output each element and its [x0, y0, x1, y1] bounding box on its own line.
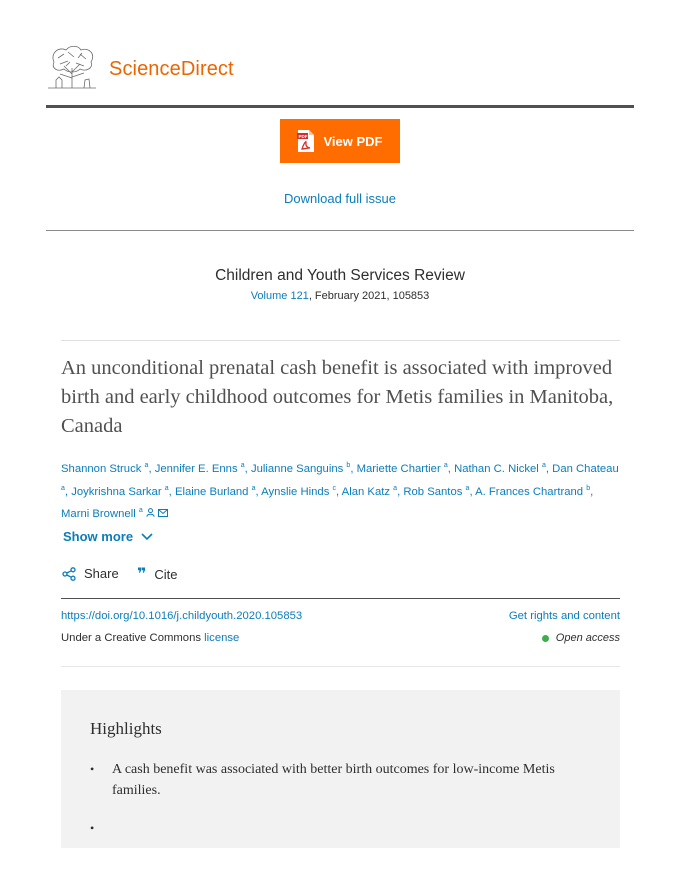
journal-title[interactable]: Children and Youth Services Review: [215, 267, 465, 284]
highlights-list: [90, 759, 590, 839]
divider: [61, 666, 620, 667]
issue-details: , February 2021, 105853: [308, 290, 430, 302]
author-link[interactable]: A. Frances Chartrand $^b$: [475, 484, 591, 498]
cite-button[interactable]: [137, 566, 178, 582]
highlight-item: [90, 759, 590, 801]
author-list: Shannon Struck $^a$, Jennifer E. Enns $^a$, Julianne Sanguins $^b$, Mariette Chartier $^a$, Nathan C. Nickel $^a$, Dan Chateau $^a$, Joykrishna Sarkar $^a$, Elaine Burland $^a$, Aynslie Hinds $^c$, Alan Katz $^a$, Rob Santos $^a$, A. Frances Chartrand $^b$, Marni Brownell $^a$: [61, 462, 619, 521]
author-link[interactable]: Dan Chateau $^a$: [61, 462, 619, 492]
divider: [61, 598, 620, 599]
elsevier-tree-logo-icon[interactable]: [46, 44, 98, 90]
author-link[interactable]: Julianne Sanguins $^b$: [250, 462, 351, 475]
author-link[interactable]: Alan Katz $^a$: [341, 484, 398, 498]
article-title: An unconditional prenatal cash benefit is associated with improved birth and early childhood outcomes for Metis families in Manitoba, Canada: [61, 357, 614, 437]
doi-link[interactable]: https://doi.org/10.1016/j.childyouth.2020.105853: [61, 610, 303, 622]
svg-text:PDF: PDF: [298, 134, 308, 139]
download-full-issue-link[interactable]: Download full issue: [283, 191, 396, 206]
cite-label: Cite: [154, 566, 178, 582]
share-icon: [62, 567, 76, 581]
license-link[interactable]: license: [204, 632, 240, 644]
sciencedirect-brand[interactable]: ScienceDirect: [109, 58, 234, 80]
get-rights-link[interactable]: Get rights and content: [508, 610, 620, 622]
view-pdf-label: View PDF: [323, 133, 383, 149]
highlights-section: [61, 690, 620, 848]
open-access-label: Open access: [555, 632, 620, 644]
open-access-badge: [542, 632, 620, 644]
license-line: [61, 632, 239, 644]
author-link[interactable]: Joykrishna Sarkar $^a$: [71, 484, 169, 498]
show-more-label: Show more: [63, 529, 134, 544]
highlight-item: [90, 818, 590, 839]
quote-icon: ❞: [137, 564, 147, 583]
divider: [61, 340, 620, 341]
share-button[interactable]: [62, 566, 119, 581]
bullet-icon: •: [90, 762, 95, 776]
chevron-down-icon: [141, 533, 153, 541]
license-prefix: Under a Creative Commons: [61, 632, 205, 644]
open-access-dot-icon: [542, 635, 549, 642]
author-link[interactable]: Shannon Struck $^a$: [61, 462, 149, 475]
author-link[interactable]: Marni Brownell $^a$: [61, 507, 143, 521]
author-link[interactable]: Elaine Burland $^a$: [174, 484, 256, 498]
share-label: Share: [84, 566, 119, 581]
journal-volume-line: [0, 290, 680, 302]
corresponding-author-icons[interactable]: [146, 509, 168, 520]
show-more-button[interactable]: [63, 529, 153, 544]
author-link[interactable]: Mariette Chartier $^a$: [356, 462, 448, 475]
author-link[interactable]: Aynslie Hinds $^c$: [261, 484, 336, 498]
highlight-text: A cash benefit was associated with better birth outcomes for low-income Metis families.: [112, 762, 555, 798]
view-pdf-button[interactable]: [280, 119, 400, 163]
author-link[interactable]: Rob Santos $^a$: [403, 484, 470, 498]
header-divider: [46, 105, 634, 108]
author-link[interactable]: Nathan C. Nickel $^a$: [454, 462, 546, 475]
highlights-title: Highlights: [90, 719, 162, 738]
divider: [46, 230, 634, 231]
bullet-icon: •: [90, 821, 95, 835]
pdf-file-icon: [297, 129, 315, 153]
volume-link[interactable]: Volume 121: [250, 290, 309, 302]
author-link[interactable]: Jennifer E. Enns $^a$: [154, 462, 245, 475]
person-icon: [146, 508, 155, 517]
envelope-icon: [158, 509, 168, 517]
